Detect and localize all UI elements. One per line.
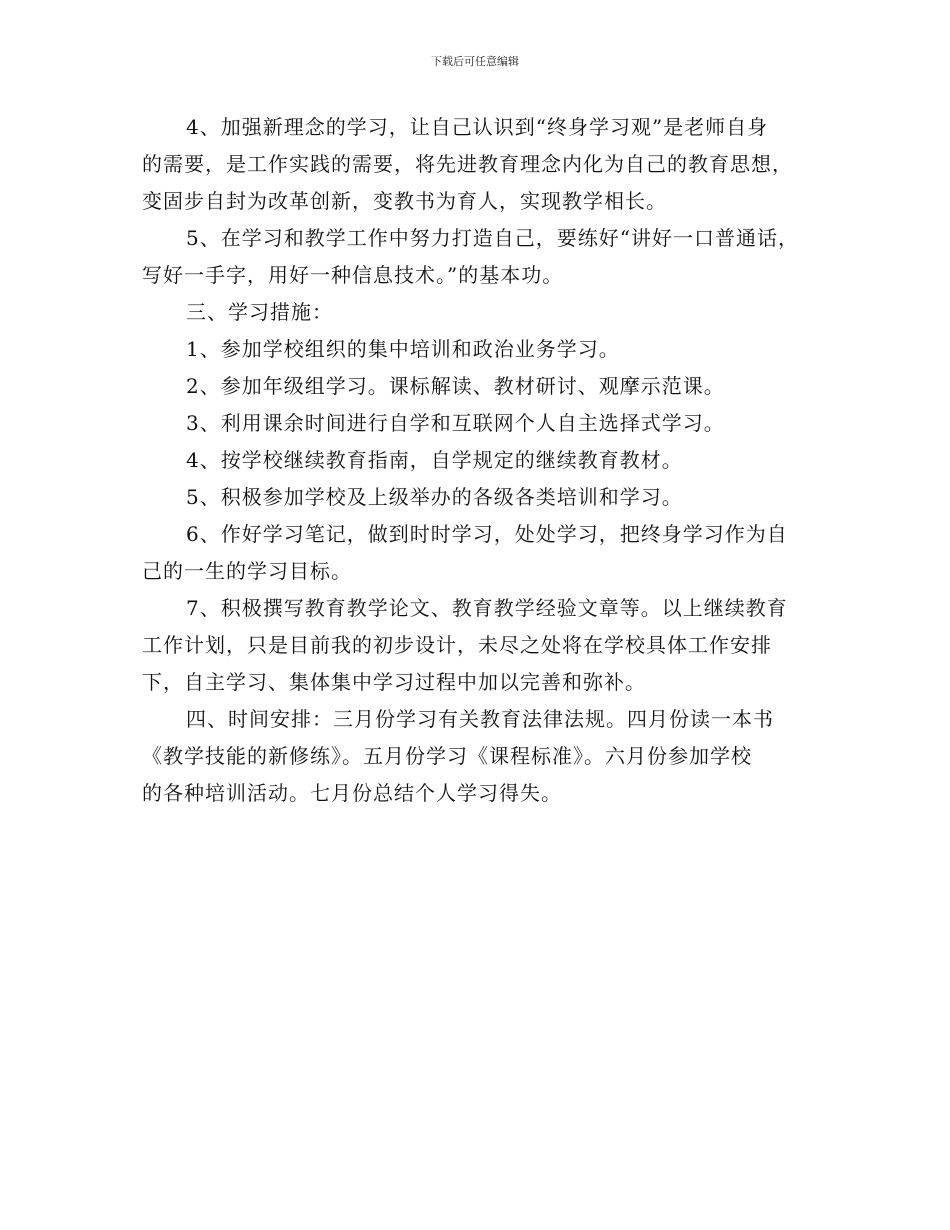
text-line: 5、在学习和教学工作中努力打造自己，要练好“讲好一口普通话，	[186, 226, 799, 250]
text-line: 己的一生的学习目标。	[142, 559, 352, 583]
text-line: 4、加强新理念的学习，让自己认识到“终身学习观”是老师自身	[186, 115, 769, 139]
document-body	[142, 112, 812, 815]
text-line: 1、参加学校组织的集中培训和政治业务学习。	[186, 337, 620, 361]
text-line: 5、积极参加学校及上级举办的各级各类培训和学习。	[186, 485, 683, 509]
text-line: 的需要，是工作实践的需要，将先进教育理念内化为自己的教育思想，	[142, 152, 793, 176]
page-header-note: 下载后可任意编辑	[431, 55, 519, 68]
text-line: 2、参加年级组学习。课标解读、教材研讨、观摩示范课。	[186, 374, 725, 398]
text-line: 《教学技能的新修练》。五月份学习《课程标准》。六月份参加学校	[142, 744, 752, 768]
text-line: 7、积极撰写教育教学论文、教育教学经验文章等。以上继续教育	[186, 596, 788, 620]
text-line: 写好一手字，用好一种信息技术。”的基本功。	[142, 263, 564, 287]
text-line: 3、利用课余时间进行自学和互联网个人自主选择式学习。	[186, 411, 725, 435]
text-line: 三、学习措施：	[186, 300, 333, 324]
text-line: 变固步自封为改革创新，变教书为育人，实现教学相长。	[142, 189, 667, 213]
text-line: 下，自主学习、集体集中学习过程中加以完善和弥补。	[142, 670, 646, 694]
text-line: 工作计划，只是目前我的初步设计，未尽之处将在学校具体工作安排	[142, 633, 772, 657]
text-line: 6、作好学习笔记，做到时时学习，处处学习，把终身学习作为自	[186, 522, 788, 546]
text-line: 的各种培训活动。七月份总结个人学习得失。	[142, 781, 562, 805]
text-line: 四、时间安排：三月份学习有关教育法律法规。四月份读一本书	[186, 707, 774, 731]
text-line: 4、按学校继续教育指南，自学规定的继续教育教材。	[186, 448, 683, 472]
